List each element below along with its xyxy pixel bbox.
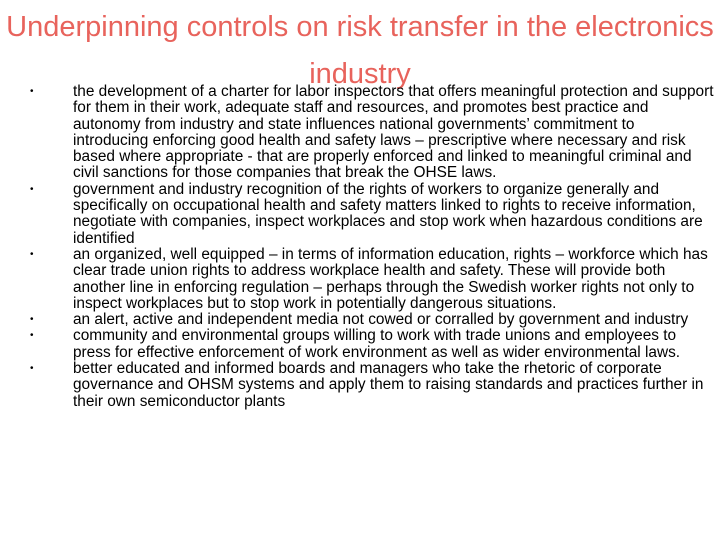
slide-title: Underpinning controls on risk transfer in the electronics industry: [6, 11, 714, 90]
bullet-text: community and environmental groups willing to work with trade unions and employees to press for effective enforcement of work environment as well as wider environmental laws.: [73, 327, 681, 361]
bullet-list: [0, 84, 720, 410]
bullet-dot-icon: •: [30, 183, 34, 195]
bullet-dot-icon: •: [30, 248, 34, 260]
bullet-item: [0, 328, 720, 361]
bullet-dot-icon: •: [30, 330, 34, 342]
bullet-text: an organized, well equipped – in terms of information education, rights – workforce which has clear trade union rights to address workplace health and safety. These will provide both another line in enforcing regulation – perhaps through the Swedish worker rights not only to inspect workplaces but to stop work in potentially dangerous situations.: [73, 245, 708, 312]
bullet-item: [0, 182, 720, 247]
bullet-text: better educated and informed boards and managers who take the rhetoric of corporate governance and OHSM systems and apply them to raising standards and practices further in their own semiconductor plants: [73, 360, 704, 410]
bullet-dot-icon: •: [30, 86, 34, 97]
bullet-item: [0, 361, 720, 410]
bullet-text: an alert, active and independent media not cowed or corralled by government and industry: [73, 311, 689, 329]
bullet-text: government and industry recognition of the rights of workers to organize generally and specifically on occupational health and safety matters linked to rights to receive information, negotiate with companies, inspect workplaces and stop work when hazardous conditions are identified: [73, 180, 703, 247]
bullet-item: [0, 84, 720, 182]
bullet-item: [0, 247, 720, 312]
bullet-dot-icon: •: [30, 363, 34, 375]
bullet-text: the development of a charter for labor inspectors that offers meaningful protection and support for them in their work, adequate staff and resources, and promotes best practice and autonomy from industry and state influences national governments’ commitment to introducing enforcing good health and safety laws – prescriptive where necessary and risk based where appropriate - that are properly enforced and linked to meaningful criminal and civil sanctions for those companies that break the OHSE laws.: [73, 83, 714, 182]
bullet-dot-icon: •: [30, 314, 34, 326]
bullet-item: [0, 312, 720, 328]
